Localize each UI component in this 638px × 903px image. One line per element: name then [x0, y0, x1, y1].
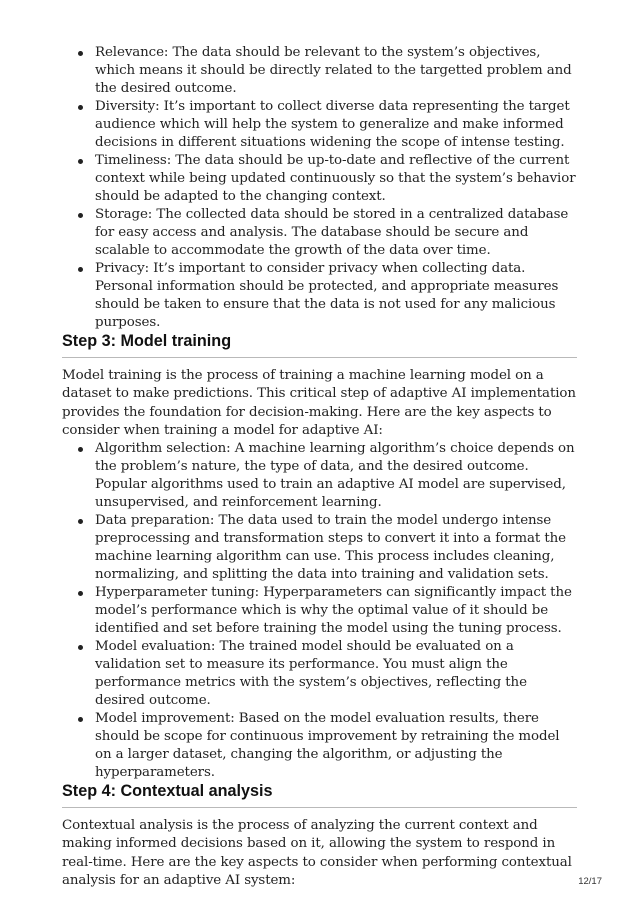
list-item: [95, 440, 577, 512]
list-item-text: Algorithm selection: A machine learning algorithm’s choice depends on the problem’s nature, the type of data, and the desired outcome. Popular algorithms used to train an adaptive AI model are supervised, unsupervised, and reinforcement learning.: [95, 441, 575, 511]
bullet-icon: [78, 519, 83, 524]
list-item-text: Model evaluation: The trained model should be evaluated on a validation set to measure its performance. You must align the performance metrics with the system’s objectives, reflecting the desired outcome.: [95, 639, 527, 709]
bullet-icon: [78, 447, 83, 452]
list-item-text: Hyperparameter tuning: Hyperparameters can significantly impact the model’s performance which is why the optimal value of it should be identified and set before training the model using the tuning process.: [95, 585, 572, 637]
list-item: [95, 44, 577, 98]
bullet-icon: [78, 159, 83, 164]
step3-intro-paragraph: Model training is the process of training a machine learning model on a dataset to make predictions. This critical step of adaptive AI implementation provides the foundation for decision-making. Here are the key aspects to consider when training a model for adaptive AI:: [62, 368, 576, 438]
list-item: [95, 260, 577, 332]
bullet-icon: [78, 51, 83, 56]
list-item-text: Data preparation: The data used to train the model undergo intense preprocessing and transformation steps to convert it into a format the machine learning algorithm can use. This process includes cleaning, normalizing, and splitting the data into training and validation sets.: [95, 513, 566, 583]
step4-intro-paragraph: Contextual analysis is the process of analyzing the current context and making informed decisions based on it, allowing the system to respond in real-time. Here are the key aspects to consider when performing contextual analysis for an adaptive AI system:: [62, 818, 572, 889]
list-item: [95, 638, 577, 710]
bullet-icon: [78, 267, 83, 272]
list-item: [95, 152, 577, 206]
step4-heading: Step 4: Contextual analysis: [62, 782, 577, 808]
list-item-text: Storage: The collected data should be stored in a centralized database for easy access and analysis. The database should be secure and scalable to accommodate the growth of the data over time.: [95, 207, 569, 258]
data-collection-aspects-list: [62, 44, 577, 332]
page-number: 12/17: [578, 876, 602, 887]
bullet-icon: [78, 105, 83, 110]
list-item: [95, 584, 577, 638]
list-item: [95, 98, 577, 152]
bullet-icon: [78, 717, 83, 722]
list-item-text: Relevance: The data should be relevant to the system’s objectives, which means it should be directly related to the targetted problem and the desired outcome.: [95, 45, 572, 96]
list-item: [95, 512, 577, 584]
list-item-text: Privacy: It’s important to consider privacy when collecting data. Personal information should be protected, and appropriate measures should be taken to ensure that the data is not used for any malicious purposes.: [95, 261, 559, 330]
bullet-icon: [78, 645, 83, 650]
list-item: [95, 710, 577, 782]
bullet-icon: [78, 591, 83, 596]
list-item: [95, 206, 577, 260]
list-item-text: Model improvement: Based on the model evaluation results, there should be scope for continuous improvement by retraining the model on a larger dataset, changing the algorithm, or adjusting the hyperparameters.: [95, 711, 560, 781]
step3-heading: Step 3: Model training: [62, 332, 577, 358]
list-item-text: Diversity: It’s important to collect diverse data representing the target audience which will help the system to generalize and make informed decisions in different situations widening the scope of intense testing.: [95, 99, 570, 150]
list-item-text: Timeliness: The data should be up-to-date and reflective of the current context while being updated continuously so that the system’s behavior should be adapted to the changing context.: [95, 153, 576, 204]
bullet-icon: [78, 213, 83, 218]
model-training-aspects-list: [62, 440, 577, 782]
page-content: [62, 44, 577, 890]
